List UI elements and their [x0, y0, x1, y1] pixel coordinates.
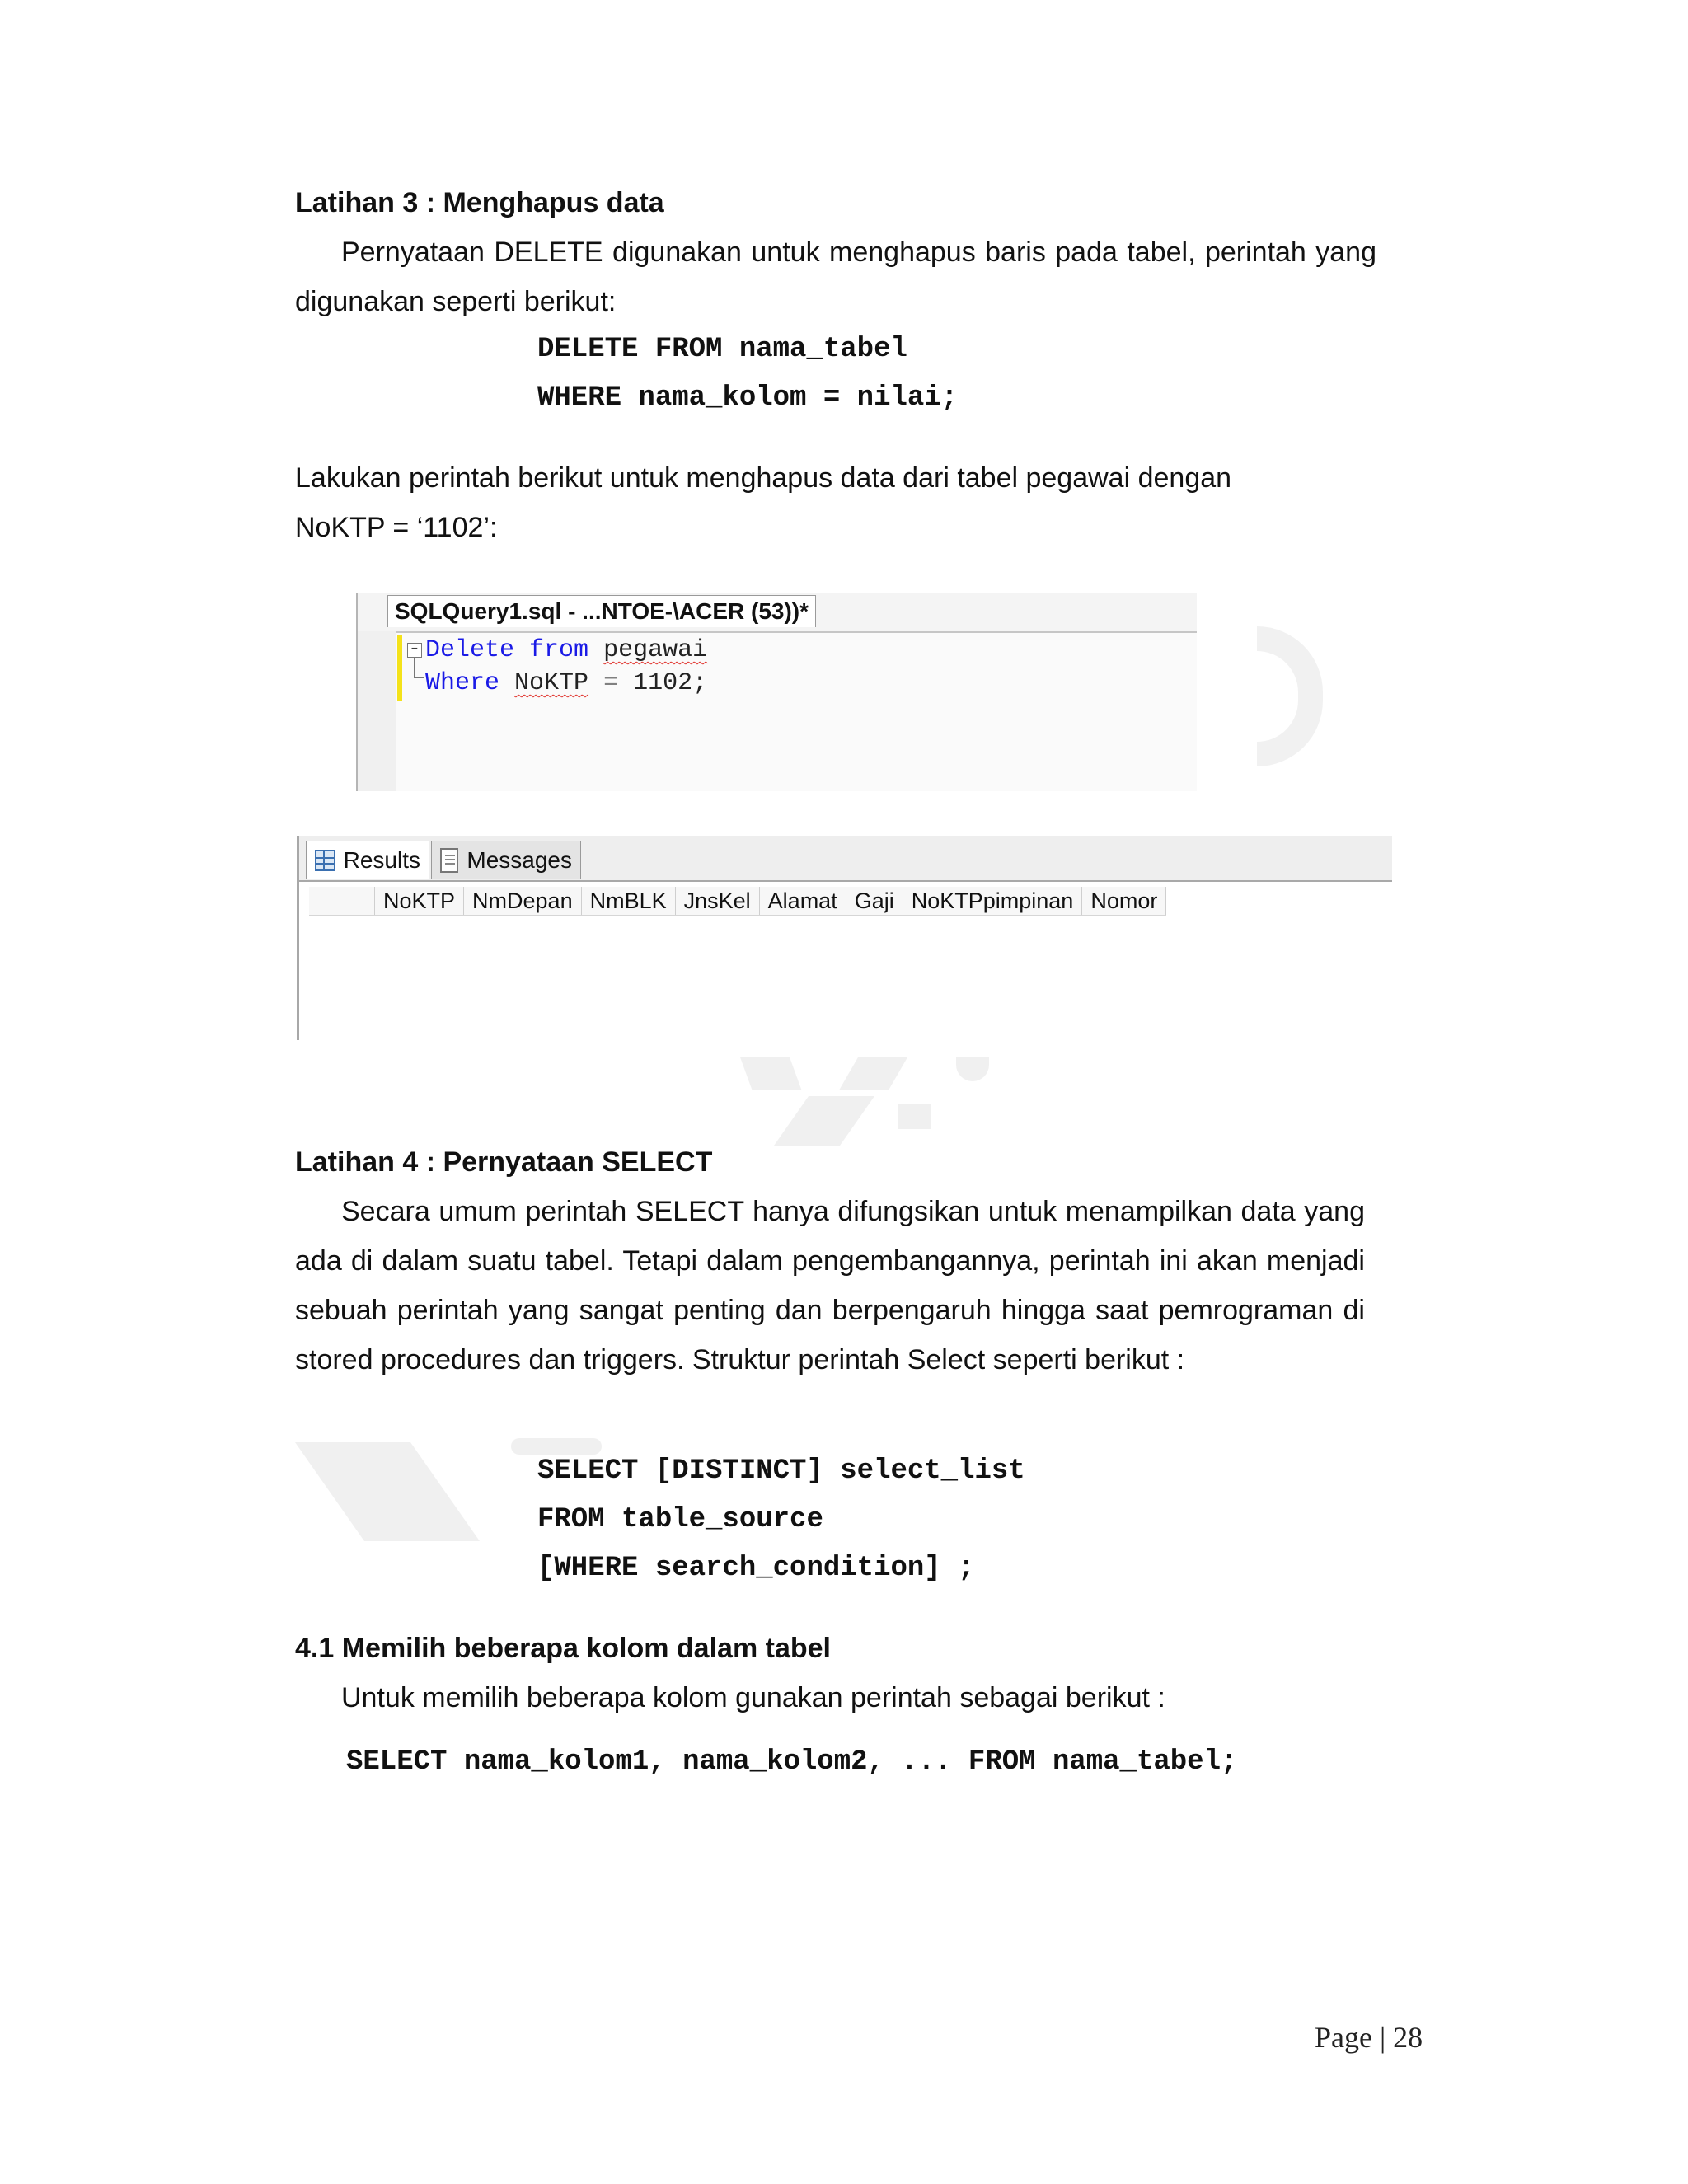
sql-keyword: from [529, 636, 589, 664]
tab-label: Results [343, 846, 420, 873]
tab-label: Messages [467, 846, 572, 873]
code-line: DELETE FROM nama_tabel [537, 334, 907, 365]
editor-tab[interactable]: SQLQuery1.sql - ...NTOE-\ACER (53))* [387, 595, 816, 627]
paragraph: Untuk memilih beberapa kolom gunakan perintah sebagai berikut : [341, 1682, 1165, 1713]
paragraph: Pernyataan DELETE digunakan untuk menghapus baris pada tabel, perintah yang digunakan seperti berikut: [295, 237, 1376, 317]
change-bar [397, 635, 402, 701]
watermark-shape [295, 1442, 480, 1541]
fold-line [414, 658, 424, 678]
column-header[interactable]: NoKTP [375, 887, 464, 915]
column-header[interactable]: JnsKel [676, 887, 760, 915]
tab-messages[interactable] [431, 841, 581, 879]
watermark-shape [839, 1057, 907, 1090]
section-heading: 4.1 Memilih beberapa kolom dalam tabel [295, 1633, 831, 1664]
editor-tabbar [358, 593, 1197, 633]
results-panel-screenshot [297, 836, 1392, 1040]
section-heading: Latihan 3 : Menghapus data [295, 187, 664, 218]
tab-results[interactable] [306, 841, 429, 879]
column-header[interactable]: Nomor [1082, 887, 1166, 915]
page-number: Page | 28 [1315, 2021, 1423, 2054]
collapse-icon[interactable]: − [407, 643, 422, 658]
sql-line-1[interactable] [425, 635, 707, 666]
sql-operator: = [603, 669, 619, 697]
results-tabbar [299, 836, 1392, 882]
grid-icon [315, 850, 335, 871]
sql-keyword: Delete [425, 636, 515, 664]
sql-editor-screenshot [356, 593, 1197, 791]
row-header-corner [309, 887, 375, 915]
messages-icon [440, 848, 458, 873]
code-line: FROM table_source [537, 1504, 823, 1535]
code-line: SELECT nama_kolom1, nama_kolom2, ... FROM nama_tabel; [346, 1746, 1238, 1778]
sql-value: 1102; [633, 669, 708, 697]
code-line: WHERE nama_kolom = nilai; [537, 382, 959, 414]
column-header[interactable]: NmBLK [582, 887, 676, 915]
code-line: [WHERE search_condition] ; [537, 1553, 975, 1584]
section-heading: Latihan 4 : Pernyataan SELECT [295, 1146, 713, 1178]
paragraph: Secara umum perintah SELECT hanya difungsikan untuk menampilkan data yang ada di dalam suatu tabel. Tetapi dalam pengembangannya, perintah ini akan menjadi sebuah perintah yang sangat penting dan berpengaruh hingga saat pemrograman di stored procedures dan triggers. Struktur perintah Select seperti berikut : [295, 1196, 1365, 1376]
watermark-shape [956, 1057, 989, 1081]
sql-identifier: pegawai [603, 636, 708, 664]
column-header[interactable]: Gaji [846, 887, 903, 915]
column-header-row [309, 887, 1166, 916]
column-header[interactable]: NoKTPpimpinan [903, 887, 1083, 915]
code-line: SELECT [DISTINCT] select_list [537, 1455, 1025, 1487]
column-header[interactable]: Alamat [760, 887, 846, 915]
editor-gutter [358, 631, 396, 791]
watermark-shape [740, 1057, 802, 1090]
watermark-shape [511, 1438, 602, 1455]
paragraph: Lakukan perintah berikut untuk menghapus data dari tabel pegawai dengan [295, 462, 1232, 494]
sql-line-2[interactable] [425, 668, 707, 699]
watermark-shape [774, 1096, 874, 1146]
sql-identifier: NoKTP [514, 669, 589, 697]
watermark-shape [898, 1104, 931, 1129]
sql-keyword: Where [425, 669, 500, 697]
paragraph: NoKTP = ‘1102’: [295, 512, 498, 543]
watermark-shape [1257, 626, 1323, 766]
column-header[interactable]: NmDepan [464, 887, 582, 915]
